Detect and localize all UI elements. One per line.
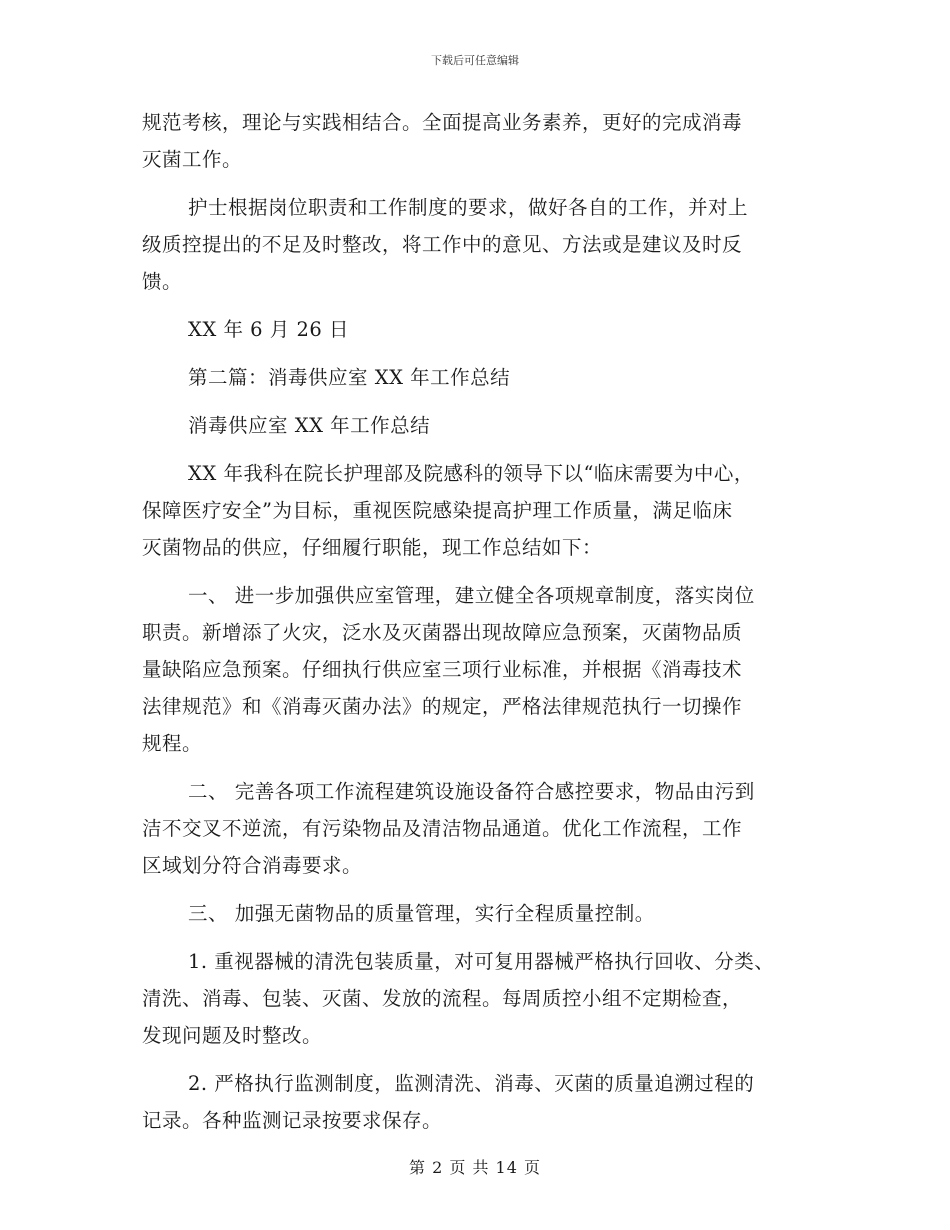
paragraph-gap — [142, 762, 832, 773]
paragraph — [142, 895, 832, 932]
text-line: 规范考核，理论与实践相结合。全面提高业务素养，更好的完成消毒 — [142, 111, 743, 134]
document-body — [142, 104, 832, 1139]
paragraph-gap — [142, 444, 832, 455]
paragraph-gap — [142, 1054, 832, 1065]
paragraph — [142, 577, 832, 762]
paragraph — [142, 455, 832, 566]
text-line: 区域划分符合消毒要求。 — [142, 854, 363, 877]
paragraph-gap — [142, 300, 832, 311]
text-line: 记录。各种监测记录按要求保存。 — [142, 1109, 443, 1132]
paragraph — [142, 773, 832, 884]
paragraph — [142, 104, 832, 178]
text-line: 职责。新增添了火灾，泛水及灭菌器出现故障应急预案，灭菌物品质 — [142, 621, 743, 644]
text-line: 法律规范》和《消毒灭菌办法》的规定，严格法律规范执行一切操作 — [142, 695, 743, 718]
text-line: 第二篇：消毒供应室 XX 年工作总结 — [188, 366, 511, 389]
paragraph — [142, 189, 832, 300]
page-footer: 第 2 页 共 14 页 — [409, 1158, 541, 1177]
paragraph-gap — [142, 348, 832, 359]
paragraph-gap — [142, 396, 832, 407]
text-line: 发现问题及时整改。 — [142, 1024, 323, 1047]
text-line: 2. 严格执行监测制度，监测清洗、消毒、灭菌的质量追溯过程的 — [188, 1072, 755, 1095]
text-line: 二、 完善各项工作流程建筑设施设备符合感控要求，物品由污到 — [188, 780, 755, 803]
paragraph — [142, 407, 832, 444]
page-header: 下载后可任意编辑 — [431, 54, 519, 67]
text-line: 保障医疗安全”为目标，重视医院感染提高护理工作质量，满足临床 — [142, 499, 733, 522]
text-line: 1. 重视器械的清洗包装质量，对可复用器械严格执行回收、分类、 — [188, 950, 775, 973]
text-line: 消毒供应室 XX 年工作总结 — [188, 414, 431, 437]
paragraph-gap — [142, 932, 832, 943]
text-line: 量缺陷应急预案。仔细执行供应室三项行业标准，并根据《消毒技术 — [142, 658, 743, 681]
text-line: 灭菌工作。 — [142, 148, 243, 171]
text-line: 级质控提出的不足及时整改，将工作中的意见、方法或是建议及时反 — [142, 233, 743, 256]
paragraph-gap — [142, 178, 832, 189]
text-line: 护士根据岗位职责和工作制度的要求，做好各自的工作，并对上 — [188, 196, 749, 219]
text-line: 清洗、消毒、包装、灭菌、发放的流程。每周质控小组不定期检查， — [142, 987, 743, 1010]
paragraph-gap — [142, 884, 832, 895]
paragraph — [142, 1065, 832, 1139]
text-line: XX 年 6 月 26 日 — [188, 318, 349, 341]
text-line: 规程。 — [142, 732, 203, 755]
text-line: XX 年我科在院长护理部及院感科的领导下以“临床需要为中心， — [188, 462, 754, 485]
paragraph — [142, 943, 832, 1054]
paragraph — [142, 311, 832, 348]
text-line: 灭菌物品的供应，仔细履行职能，现工作总结如下： — [142, 536, 603, 559]
text-line: 洁不交叉不逆流，有污染物品及清洁物品通道。优化工作流程，工作 — [142, 817, 743, 840]
paragraph — [142, 359, 832, 396]
text-line: 三、 加强无菌物品的质量管理，实行全程质量控制。 — [188, 902, 655, 925]
text-line: 馈。 — [142, 270, 183, 293]
text-line: 一、 进一步加强供应室管理，建立健全各项规章制度，落实岗位 — [188, 584, 755, 607]
paragraph-gap — [142, 566, 832, 577]
